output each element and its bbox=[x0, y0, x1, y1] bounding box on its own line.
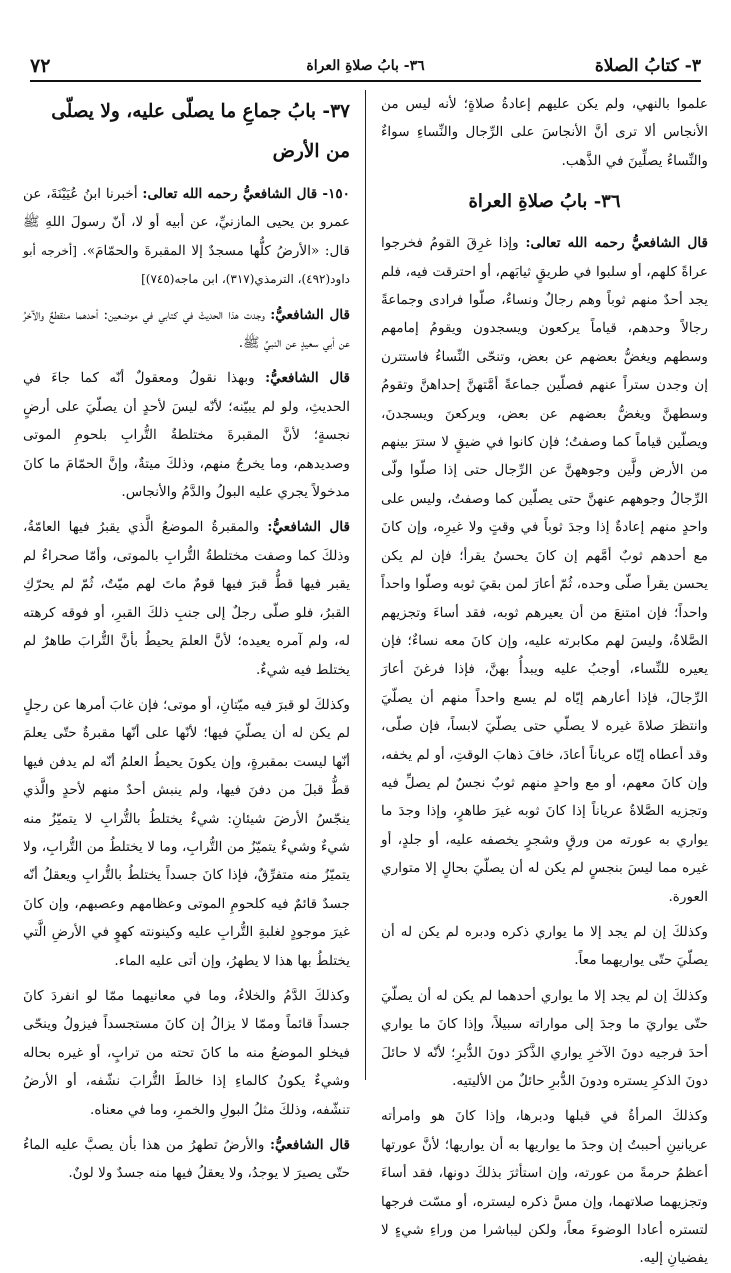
paragraph bbox=[381, 229, 708, 911]
paragraph-lead: قال الشافعيُّ: bbox=[265, 370, 351, 387]
intro-paragraph: علموا بالنهي، ولم يكن عليهم إعادةُ صلاةٍ؛ لأنه ليس من الأنجاس ألا ترى أنَّ الأنجاسَ على الرِّجال والنِّساءِ سواءٌ والنِّساءُ يصلِّينَ في الذَّهب. bbox=[381, 96, 708, 169]
hadith-150 bbox=[23, 180, 350, 294]
paragraph-lead: قال الشافعيُّ: bbox=[270, 306, 350, 323]
column-divider bbox=[365, 90, 366, 1080]
left-column bbox=[23, 90, 351, 1182]
hadith-text: أخبرنا ابنُ عُيَيْنَةَ، عن عمرو بن يحيى المازنيِّ، عن أبيه أو لا، أنّ رسولَ اللهِ ﷺ قال: «الأرضُ كلُّها مسجدٌ إلا المقبرةَ والحمّامَ». bbox=[23, 186, 350, 259]
paragraph: وكذلكَ الدَّمُ والخلاءُ، وما في معانيهما ممّا لو انفردَ كانَ جسداً قائماً وممّا لا يزالُ إن كانَ مستجسداً فيزولُ وينحّى فيخلو الموضعُ منه ما كانَ تحته من ترابٍ، أو غيره بحاله وشيءٌ يكونُ كالماءِ إذا خالطَ التُّرابَ نشّفه، أو الأرضُ تنشّفه، وذلكَ مثلُ البولِ والخمرِ، وما في معناه. bbox=[23, 987, 350, 1118]
paragraph bbox=[23, 301, 350, 358]
section-title-37: ٣٧- بابُ جماعِ ما يصلّى عليه، ولا يصلّى من الأرض bbox=[51, 101, 350, 162]
paragraph-lead: قال الشافعيُّ: bbox=[269, 1137, 350, 1153]
section-title-36: ٣٦- بابُ صلاةِ العراة bbox=[468, 191, 621, 213]
page-header bbox=[30, 52, 701, 82]
paragraph-text: وإذا غرِقَ القومُ فخرجوا عراةً كلهم، أو سلبوا في طريقٍ ثيابَهم، أو احترقت فيه، فلم يجد أحدٌ منهم ثوباً وهم رجالٌ ونساءٌ، صلّوا فرادى وجماعةً رجالاً وحدهم، قياماً يركعون ويسجدون ويقومُ إمامهم وسطهم ويغضُّ بعضهم عن بعض، وتنحّى النِّساءُ فاستترن إن وجدن ستراً عنهم فصلّين جماعةً أمَّتهنَّ إحداهنَّ وتقومُ وسطهنَّ ويغضُّ بعضهم عن بعض، ويركعنَ ويسجدنَ، ويصلّين قياماً كما وصفتُ؛ فإن كانوا في ضيقٍ لا سترَ بينهم من الأرض ولَّين وجوههنَّ عن الرِّجال حتى إذا صلّوا ولّى الرِّجالُ وجوههم عنهنَّ حتى يصلّين كما وصفتُ، وليس على واحدٍ منهم إعادةٌ إذا وجدَ ثوباً في وقتٍ ولا غيرِه، وإن كانَ مع أحدهم ثوبٌ أمَّهم إن كانَ يحسنُ يقرأ؛ فإن لم يكن يحسن يقرأ صلّى وحده، ثُمّ أعارَ لمن بقيَ ثوبه وصلّوا واحداً واحداً؛ فإن امتنعَ من أن يعيرهم ثوبه، فقد أساءَ وتجزيهم الصَّلاةُ، وليسَ لهم مكابرته عليه، وإن كانَ معه نساءٌ؛ فإن يعيره للنِّساء، أوجبُ عليه ويبدأُ بهنَّ، فإذا فرغنَ أعارَ الرِّجالَ، فإذا أعارهم إيّاه لم يسع واحداً منهم أن يصلّيَ وانتظرَ صلاةَ غيره لا يصلّي حتى يصلّيَ لابساً، فإن صلّى، وقد أعطاه إيّاه عرياناً أعادَ، خافَ ذهابَ الوقتِ، أو لم يخفه، وإن كانَ معهم، أو مع واحدٍ منهم ثوبٌ نجسٌ لم يصلِّ فيه وتجزيه الصَّلاةُ عرياناً إذا كانَ ثوبه غيرَ طاهرٍ، وإذا وجدَ ما يواري به عورته من ورقٍ وشجرٍ يخصفه عليه، أو جلدٍ، أو غيره مما ليسَ بنجسٍ لم يكن له أن يصلّيَ بحالٍ إلا متواري العورة. bbox=[381, 235, 708, 905]
right-column bbox=[381, 90, 708, 1267]
paragraph bbox=[23, 513, 350, 683]
book-title: ٣- كتابُ الصلاة bbox=[594, 56, 701, 76]
paragraph-text: والمقبرةُ الموضعُ الَّذي يقبرُ فيها العامّةُ، وذلكَ كما وصفت مختلطةُ التُّرابِ بالموتى، وأمّا صحراءُ لم يقبر فيها قطُّ قبرَ فيها قومٌ ماتَ لهم ميّتٌ، ثُمّ لم يحرّكِ القبرُ، فلو صلّى رجلٌ إلى جنبِ ذلكَ القبرِ، أو فوقه كرهته له، ولم آمره يعيده؛ لأنَّ العلمَ يحيطُ بأنَّ التُّرابَ طاهرٌ لم يختلط فيه شيءٌ. bbox=[23, 519, 350, 678]
chapter-title: ٣٦- بابُ صلاةِ العراة bbox=[306, 58, 425, 74]
paragraph-lead: قال الشافعيُّ رحمه الله تعالى: bbox=[525, 235, 708, 252]
paragraph-text: وبهذا نقولُ ومعقولٌ أنّه كما جاءَ في الحديثِ، ولو لم يبيّنه؛ لأنّه ليسَ لأحدٍ أن يصلّيَ على أرضٍ نجسةٍ؛ لأنَّ المقبرةَ مختلطةُ التُّرابِ بلحومِ الموتى وصديدهم، وما يخرجُ منهم، وذلكَ ميتةٌ، وإنَّ الحمّامَ ما كانَ مدخولاً يجري عليه البولُ والدَّمُ والأنجاس. bbox=[23, 370, 350, 501]
paragraph-text: والأرضُ تطهرُ من هذا بأن يصبَّ عليه الماءُ حتّى يصيرَ لا يوجدُ، ولا يعقلُ فيها منه جسدٌ ولا لونٌ. bbox=[23, 1137, 350, 1182]
paragraph: وكذلكَ إن لم يجد إلا ما يواري أحدهما لم يكن له أن يصلّيَ حتّى يواريَ ما وجدَ إلى مواراته سبيلاً، وإذا كانَ ما يواري أحدَ فرجيه دونَ الآخرِ يواري الذَّكرَ دونَ الدُّبرِ؛ لأنّه لا حائلَ دونَ الذكرِ يستره ودونَ الدُّبرِ حائلٌ من الأليتيه. bbox=[381, 987, 708, 1089]
hadith-reference: [أخرجه أبو داود(٤٩٢)، الترمذي(٣١٧)، ابن ماجه(٧٤٥)] bbox=[23, 243, 350, 287]
page-number: ٧٢ bbox=[30, 55, 51, 77]
paragraph: وكذلكَ إن لم يجد إلا ما يواري ذكره ودبره لم يكن له أن يصلّيَ حتّى يواريهما معاً. bbox=[381, 923, 708, 969]
paragraph-lead: قال الشافعيُّ: bbox=[267, 519, 350, 536]
paragraph: وكذلكَ لو قبرَ فيه ميّتانِ، أو موتى؛ فإن غابَ أمرها عن رجلٍ لم يكن له أن يصلّيَ فيها؛ لأنّها على أنّها مقبرةٌ حتّى يعلمَ أنّها ليست بمقبرةٍ، وإن يكونَ يحيطُ العلمُ أنّه لم يدفن فيها قطُّ قبلَ من دفنَ فيها، ولم ينبش أحدٌ منهم لأحدٍ والَّذي ينجّسُ الأرضَ شيئانِ: شيءٌ يختلطُ بالتُّرابِ لا يتميّزُ منه شيءٌ وشيءٌ يتميّزُ من التُّرابِ، وما لا يختلطُ من التُّرابِ، ولا يتميّزُ منه متفرِّقٌ، فإذا كانَ جسداً يختلطُ بالتُّرابِ ويعقلُ أنّه جسدٌ قائمٌ فيه كلحومِ الموتى وعظامهم وعصبهم، وإن كانَ غيرَ موجودٍ لغلبةِ التُّرابِ عليه وكينونته كهوٍ في الأرضِ الَّتي يختلطُ بها هذا لا يطهرُ، وإن أتى عليه الماء. bbox=[23, 696, 350, 969]
paragraph bbox=[23, 1131, 350, 1188]
paragraph: وكذلكَ المرأةُ في قبلها ودبرها، وإذا كانَ هو وامرأته عريانينِ أحببتُ إن وجدَ ما يواريها به أن يواريها؛ لأنَّ عورتها أعظمُ حرمةً من عورته، وإن استأثرَ بذلكَ دونها، فقد أساءَ وتجزيهما صلاتهما، وإن مسَّ ذكره ليستره، أو مسّت فرجها لتستره أعادا الوضوءَ معاً، ولكن ليباشرا من وراءِ شيءٍ لا يفضيانِ إليه. bbox=[381, 1108, 708, 1267]
paragraph bbox=[23, 364, 350, 506]
paragraph-text: وجدت هذا الحديثَ في كتابي في موضعين: أحدهما منقطعٌ والآخرُ عن أبي سعيدٍ عن النبيِّ ﷺ. bbox=[23, 306, 350, 352]
hadith-lead: ١٥٠- قال الشافعيُّ رحمه الله تعالى: bbox=[142, 186, 350, 202]
